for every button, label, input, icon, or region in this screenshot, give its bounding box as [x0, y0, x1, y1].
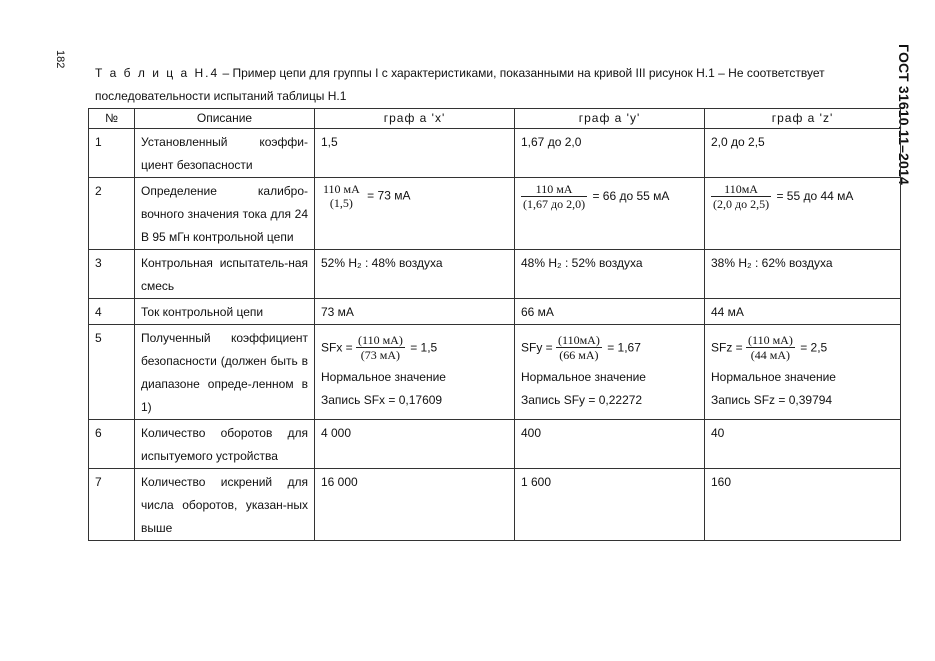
cell-y: 1 600	[515, 469, 705, 541]
cell-x: 1,5	[315, 129, 515, 178]
formula-fraction: $\frac{110 мА}{(1,67 до 2,0)}$	[523, 182, 586, 211]
formula-result: = 1,5	[410, 340, 438, 355]
cell-y	[515, 178, 705, 250]
cell-z: 44 мА	[705, 299, 901, 325]
cell-z	[705, 325, 901, 420]
cell-z	[705, 178, 901, 250]
header-no: №	[89, 109, 135, 129]
cell-z: 40	[705, 420, 901, 469]
table-row	[89, 469, 901, 541]
header-column-z: граф а 'z'	[705, 109, 901, 129]
cell-x: 73 мА	[315, 299, 515, 325]
normal-value-label: Нормальное значение	[321, 370, 446, 384]
formula-fraction: $\frac{(110 мА)}{(73 мА)}$	[358, 333, 403, 362]
table-row	[89, 420, 901, 469]
table-row	[89, 178, 901, 250]
formula-fraction: 110 мА (1,5)	[323, 182, 360, 210]
row-description: Количество искрений для числа оборотов, указан-ных выше	[135, 469, 315, 541]
row-description: Ток контрольной цепи	[135, 299, 315, 325]
formula-result: = 1,67	[607, 340, 641, 355]
formula-fraction: $\frac{110мА}{(2,0 до 2,5)}$	[713, 182, 770, 211]
formula-fraction: $\frac{(110мА)}{(66 мА)}$	[558, 333, 600, 362]
row-description: Количество оборотов для испытуемого устройства	[135, 420, 315, 469]
formula-result: = 2,5	[800, 340, 828, 355]
data-table	[88, 108, 901, 541]
row-number: 6	[89, 420, 135, 469]
record-value: Запись SFy = 0,22272	[521, 393, 643, 407]
row-description: Полученный коэффициент безопасности (должен быть в диапазоне опреде-ленном в 1)	[135, 325, 315, 420]
cell-x: 52% H₂ : 48% воздуха	[315, 250, 515, 299]
cell-x: 16 000	[315, 469, 515, 541]
table-header-row	[89, 109, 901, 129]
row-number: 7	[89, 469, 135, 541]
row-number: 5	[89, 325, 135, 420]
formula-prefix: SFy =	[521, 340, 553, 355]
formula-result: = 66 до 55 мА	[592, 189, 670, 203]
header-column-x: граф а 'x'	[315, 109, 515, 129]
cell-z: 160	[705, 469, 901, 541]
cell-y: 400	[515, 420, 705, 469]
cell-x	[315, 178, 515, 250]
cell-y	[515, 325, 705, 420]
header-column-y: граф а 'y'	[515, 109, 705, 129]
page-number: 182	[54, 50, 66, 69]
header-description: Описание	[135, 109, 315, 129]
cell-y: 48% H₂ : 52% воздуха	[515, 250, 705, 299]
row-number: 1	[89, 129, 135, 178]
formula-result: = 55 до 44 мА	[776, 189, 854, 203]
cell-x	[315, 325, 515, 420]
row-description: Контрольная испытатель-ная смесь	[135, 250, 315, 299]
table-row	[89, 325, 901, 420]
normal-value-label: Нормальное значение	[711, 370, 836, 384]
formula-prefix: SFz =	[711, 340, 743, 355]
caption-label: Т а б л и ц а Н.4	[95, 66, 220, 80]
table-row	[89, 129, 901, 178]
caption-text: – Пример цепи для группы I с характеристиками, показанными на кривой III рисунок Н.1 – Не соответствует последовательности испытаний таблицы Н.1	[95, 66, 825, 103]
cell-x: 4 000	[315, 420, 515, 469]
table-caption	[95, 62, 895, 108]
record-value: Запись SFz = 0,39794	[711, 393, 833, 407]
formula-result: = 73 мА	[367, 188, 411, 203]
table-row	[89, 299, 901, 325]
cell-y: 66 мА	[515, 299, 705, 325]
formula-prefix: SFx =	[321, 340, 353, 355]
row-number: 3	[89, 250, 135, 299]
row-description: Установленный коэффи-циент безопасности	[135, 129, 315, 178]
cell-z: 38% H₂ : 62% воздуха	[705, 250, 901, 299]
row-number: 2	[89, 178, 135, 250]
row-description: Определение калибро-вочного значения тока для 24 В 95 мГн контрольной цепи	[135, 178, 315, 250]
formula-fraction: $\frac{(110 мА)}{(44 мА)}$	[748, 333, 793, 362]
standard-label: ГОСТ 31610.11–2014	[896, 44, 912, 185]
table-row	[89, 250, 901, 299]
cell-y: 1,67 до 2,0	[515, 129, 705, 178]
record-value: Запись SFx = 0,17609	[321, 393, 443, 407]
cell-z: 2,0 до 2,5	[705, 129, 901, 178]
normal-value-label: Нормальное значение	[521, 370, 646, 384]
row-number: 4	[89, 299, 135, 325]
